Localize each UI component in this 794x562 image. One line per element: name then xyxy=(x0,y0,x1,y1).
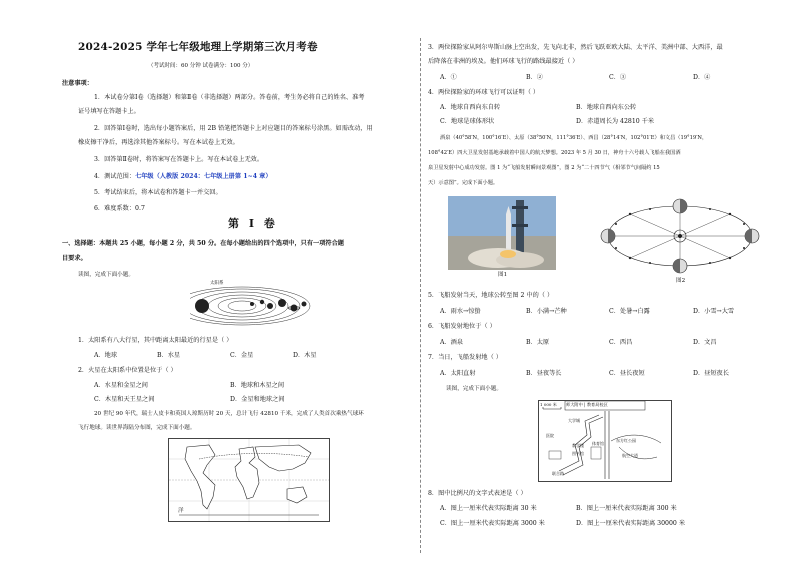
q1-option-d: D．木星 xyxy=(293,352,317,359)
passage-2-line-4: 天）示意图”。完成下面小题。 xyxy=(428,180,499,186)
question-4: 4．两位探险家的环球飞行可以证明（ ） xyxy=(428,89,540,96)
campus-label-2: 医院 xyxy=(546,433,554,438)
section-instructions-1: 一、选择题：本题共 25 小题，每小题 2 分，共 50 分。在每小题给出的四个选项中，只有一项符合题 xyxy=(62,240,344,247)
q8-option-a: A．图上一厘米代表实际距离 30 米 xyxy=(440,505,537,512)
note-5: 5．考试结束后，将本试卷和答题卡一并交回。 xyxy=(94,189,222,196)
passage-1-line-2: 飞行地球。读世界海陆分布图，完成下面小题。 xyxy=(78,425,196,431)
q3-option-a: A．① xyxy=(440,74,457,81)
note-1a: 1．本试卷分第Ⅰ卷（选择题）和第Ⅱ卷（非选择题）两部分。答卷前，考生务必将自己的姓名、准考 xyxy=(94,94,365,101)
q5-option-c: C．处暑→白露 xyxy=(609,308,650,315)
question-7: 7．当日，飞船发射地（ ） xyxy=(428,354,502,361)
q2-option-c: C．木星和天王星之间 xyxy=(94,396,155,403)
question-6: 6．飞船发射地位于（ ） xyxy=(428,323,496,330)
campus-label-3: 教学楼 xyxy=(572,443,584,448)
q8-option-b: B．图上一厘米代表实际距离 300 米 xyxy=(576,505,677,512)
q7-option-a: A．太阳直射 xyxy=(440,370,476,377)
note-4 xyxy=(94,173,272,180)
figure-2-label: 图2 xyxy=(676,278,686,284)
figure-1-label: 图1 xyxy=(498,272,508,278)
q6-option-a: A．酒泉 xyxy=(440,339,464,346)
q2-option-b: B．地球和木星之间 xyxy=(230,382,285,389)
q2-option-a: A．水星和金星之间 xyxy=(94,382,148,389)
q7-option-b: B．昼夜等长 xyxy=(526,370,562,377)
world-map-figure xyxy=(168,438,330,522)
q4-option-c: C．地球是球体形状 xyxy=(440,118,495,125)
q3-option-c: C．③ xyxy=(609,74,627,81)
q1-option-c: C．金星 xyxy=(230,352,254,359)
q4-option-b: B．地球自西向东公转 xyxy=(576,104,637,111)
passage-2-line-2: 108°42′E）四大卫星发射基地承载着中国人的航天梦想。2023 年 5 月 30 日，神舟十六号载人飞船在我国酒 xyxy=(428,150,681,156)
campus-label-1: 大学城 xyxy=(568,418,580,423)
campus-label-7: 航空大道 xyxy=(622,453,638,458)
note-4-prefix: 4．测试范围： xyxy=(94,173,136,180)
q1-option-b: B．水星 xyxy=(157,352,181,359)
solar-terms-diagram xyxy=(590,196,770,276)
question-3-line-2: 后降落在非洲的埃及。他们环球飞行的路线最接近（ ） xyxy=(428,58,579,65)
campus-label-8: 联合路 xyxy=(552,471,564,476)
q8-option-c: C．图上一厘米代表实际距离 3000 米 xyxy=(440,520,545,527)
note-1b: 证号填写在答题卡上。 xyxy=(78,108,140,115)
passage-1-line-1: 20 世纪 90 年代，瑞士人皮卡和英国人琼斯历时 20 天，总计飞行 42810 千米，完成了人类首次乘热气球环 xyxy=(94,411,364,417)
q6-option-b: B．太原 xyxy=(526,339,550,346)
q5-option-a: A．雨水→惊蛰 xyxy=(440,308,481,315)
question-8: 8．图中比例尺的文字式表述是（ ） xyxy=(428,490,527,497)
solar-system-figure xyxy=(190,282,316,326)
section-instructions-2: 目要求。 xyxy=(62,255,87,262)
rocket-launch-photo xyxy=(448,196,556,270)
read-figure-instruction: 读图，完成下面小题。 xyxy=(78,272,134,278)
q5-option-b: B．小满→芒种 xyxy=(526,308,567,315)
q7-option-d: D．昼短夜长 xyxy=(693,370,729,377)
q2-option-d: D．金星和地球之间 xyxy=(230,396,285,403)
q5-option-d: D．小雪→大雪 xyxy=(693,308,735,315)
q6-option-c: C．西昌 xyxy=(609,339,633,346)
column-divider xyxy=(420,38,421,553)
note-3: 3．回答第Ⅱ卷时，将答案写在答题卡上。写在本试卷上无效。 xyxy=(94,156,264,163)
question-3-line-1: 3．两位探险家从阿尔卑斯山脉上空出发，先飞向北非，然后飞跃亚欧大陆、太平洋、美洲中部、大西洋，最 xyxy=(428,44,723,51)
note-6: 6．难度系数：0.7 xyxy=(94,205,145,212)
notes-heading: 注意事项： xyxy=(62,80,93,87)
q1-option-a: A．地球 xyxy=(94,352,118,359)
campus-label-6: 东方红公园 xyxy=(616,438,636,443)
exam-title: 2024-2025 学年七年级地理上学期第三次月考卷 xyxy=(78,41,318,53)
q8-option-d: D．图上一厘米代表实际距离 30000 米 xyxy=(576,520,686,527)
campus-map-title: 师大附中 | 教育局校区 xyxy=(566,402,608,407)
campus-label-4: 图书馆 xyxy=(572,451,584,456)
campus-map-scale: 1 000 米 xyxy=(540,402,557,407)
passage-2-line-3: 泉卫星发射中心成功发射。图 1 为“飞船发射瞬间景观图”，图 2 为“二十四节气（相邻节气间隔约 15 xyxy=(428,165,660,171)
read-figure-instruction-2: 读图，完成下面小题。 xyxy=(446,386,502,392)
q7-option-c: C．昼长夜短 xyxy=(609,370,645,377)
question-1: 1．太阳系有八大行星，其中距离太阳最近的行星是（ ） xyxy=(78,337,233,344)
q6-option-d: D．文昌 xyxy=(693,339,717,346)
q3-option-d: D．④ xyxy=(693,74,711,81)
map-ocean-label: 洋 xyxy=(178,508,184,514)
exam-subtitle: （考试时间：60 分钟 试卷满分：100 分） xyxy=(148,63,254,69)
note-2b: 橡皮擦干净后，再选涂其他答案标号。写在本试卷上无效。 xyxy=(78,139,239,146)
question-2: 2．火星在太阳系中位置是位于（ ） xyxy=(78,367,177,374)
passage-2-line-1: 酒泉（40°58′N，100°16′E）、太原（38°50′N，111°36′E）、西昌（28°14′N，102°01′E）和文昌（19°19′N， xyxy=(440,135,708,141)
section-heading: 第 Ⅰ 卷 xyxy=(228,217,278,230)
solar-system-label: 太阳系 xyxy=(210,281,224,286)
note-2a: 2．回答第Ⅰ卷时，选出每小题答案后，用 2B 铅笔把答题卡上对应题目的答案标号涂黑。如需改动，用 xyxy=(94,125,373,132)
q4-option-a: A．地球自西向东自转 xyxy=(440,104,501,111)
q4-option-d: D．赤道周长为 42810 千米 xyxy=(576,118,655,125)
q3-option-b: B．② xyxy=(526,74,543,81)
question-5: 5．飞船发射当天，地球公转至图 2 中的（ ） xyxy=(428,292,554,299)
note-4-scope: 七年级（人教版 2024：七年级上册第 1~4 章） xyxy=(135,173,272,180)
campus-label-5: 体育馆 xyxy=(592,441,604,446)
